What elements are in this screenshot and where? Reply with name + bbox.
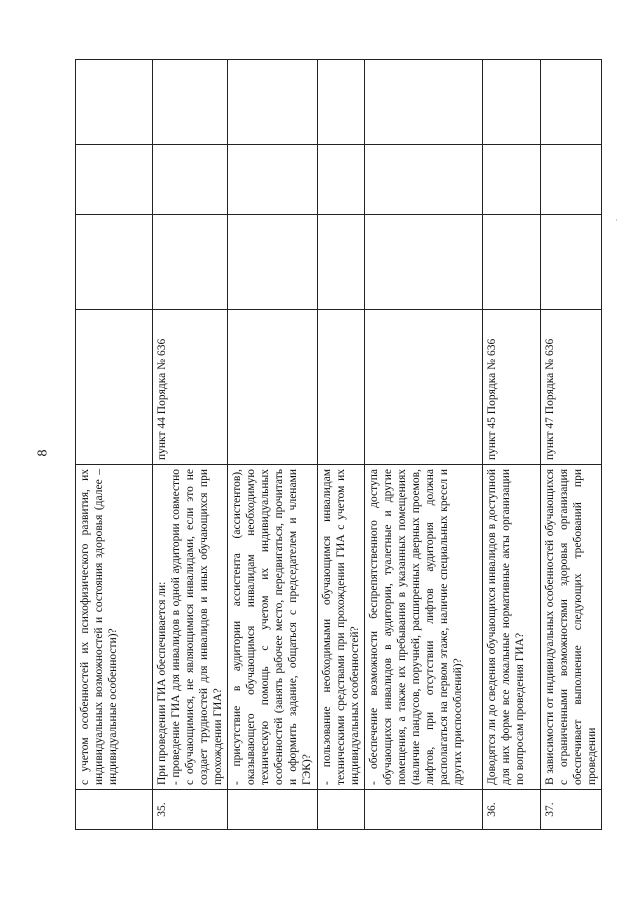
empty-cell bbox=[153, 145, 228, 215]
question-text: - пользование необходимыми обучающимся инвалидам техническими средствами при прохождении ГИА с учетом их индивидуальных особенностей? bbox=[318, 465, 365, 790]
row-number bbox=[76, 790, 153, 830]
question-text: - присутствие в аудитории ассистента (ассистентов), оказывающего обучающимся инвалидам необходимую техническую помощь с учетом их индивидуальных особенностей (занять рабочее место, передвигаться, прочитать и оформить задание, общаться с председателем и членами ГЭК)? bbox=[228, 465, 318, 790]
legal-reference: пункт 47 Порядка № 636 bbox=[541, 310, 602, 465]
empty-cell bbox=[483, 215, 541, 310]
question-text: В зависимости от индивидуальных особенностей обучающихся с ограниченными возможностями здоровья организация обеспечивает выполнение следующих требований при проведении bbox=[541, 465, 602, 790]
empty-cell bbox=[318, 215, 365, 310]
empty-cell bbox=[365, 60, 483, 145]
empty-cell bbox=[541, 215, 602, 310]
question-text: с учетом особенностей их психофизического развития, их индивидуальных возможностей и состояния здоровья (далее – индивидуальные особенности)? bbox=[76, 465, 153, 790]
empty-cell bbox=[365, 215, 483, 310]
checklist-table bbox=[75, 59, 602, 830]
legal-reference bbox=[228, 310, 318, 465]
empty-cell bbox=[541, 145, 602, 215]
row-number bbox=[318, 790, 365, 830]
table-row bbox=[365, 60, 483, 830]
scan-mark: · bbox=[615, 215, 618, 225]
legal-reference: пункт 44 Порядка № 636 bbox=[153, 310, 228, 465]
table-row bbox=[483, 60, 541, 830]
row-number bbox=[365, 790, 483, 830]
empty-cell bbox=[76, 145, 153, 215]
question-text: Доводятся ли до сведения обучающихся инвалидов в доступной для них форме все локальные нормативные акты организации по вопросам проведения ГИА? bbox=[483, 465, 541, 790]
legal-reference: пункт 45 Порядка № 636 bbox=[483, 310, 541, 465]
empty-cell bbox=[483, 60, 541, 145]
table-row bbox=[318, 60, 365, 830]
question-text: При проведении ГИА обеспечивается ли: - проведение ГИА для инвалидов в одной аудитории совместно с обучающимися, не являющимися инвалидами, если это не создает трудностей для инвалидов и иных обучающихся при прохождении ГИА? bbox=[153, 465, 228, 790]
empty-cell bbox=[318, 145, 365, 215]
row-number bbox=[228, 790, 318, 830]
row-number: 35. bbox=[153, 790, 228, 830]
empty-cell bbox=[228, 60, 318, 145]
legal-reference bbox=[76, 310, 153, 465]
empty-cell bbox=[318, 60, 365, 145]
question-text: - обеспечение возможности беспрепятственного доступа обучающихся инвалидов в аудитории, туалетные и другие помещения, а также их пребывания в указанных помещениях (наличие пандусов, поручней, расширенных дверных проемов, лифтов, при отсутствии лифтов аудитория должна располагаться на первом этаже, наличие специальных кресел и других приспособлений)? bbox=[365, 465, 483, 790]
empty-cell bbox=[483, 145, 541, 215]
empty-cell bbox=[153, 60, 228, 145]
page-number: 8 bbox=[35, 449, 51, 457]
empty-cell bbox=[228, 215, 318, 310]
empty-cell bbox=[228, 145, 318, 215]
row-number: 36. bbox=[483, 790, 541, 830]
empty-cell bbox=[541, 60, 602, 145]
table-row bbox=[76, 60, 153, 830]
legal-reference bbox=[365, 310, 483, 465]
empty-cell bbox=[76, 60, 153, 145]
table-row bbox=[153, 60, 228, 830]
legal-reference bbox=[318, 310, 365, 465]
empty-cell bbox=[365, 145, 483, 215]
table-row bbox=[541, 60, 602, 830]
row-number: 37. bbox=[541, 790, 602, 830]
table-row bbox=[228, 60, 318, 830]
rotated-table-container bbox=[75, 60, 598, 830]
empty-cell bbox=[153, 215, 228, 310]
empty-cell bbox=[76, 215, 153, 310]
